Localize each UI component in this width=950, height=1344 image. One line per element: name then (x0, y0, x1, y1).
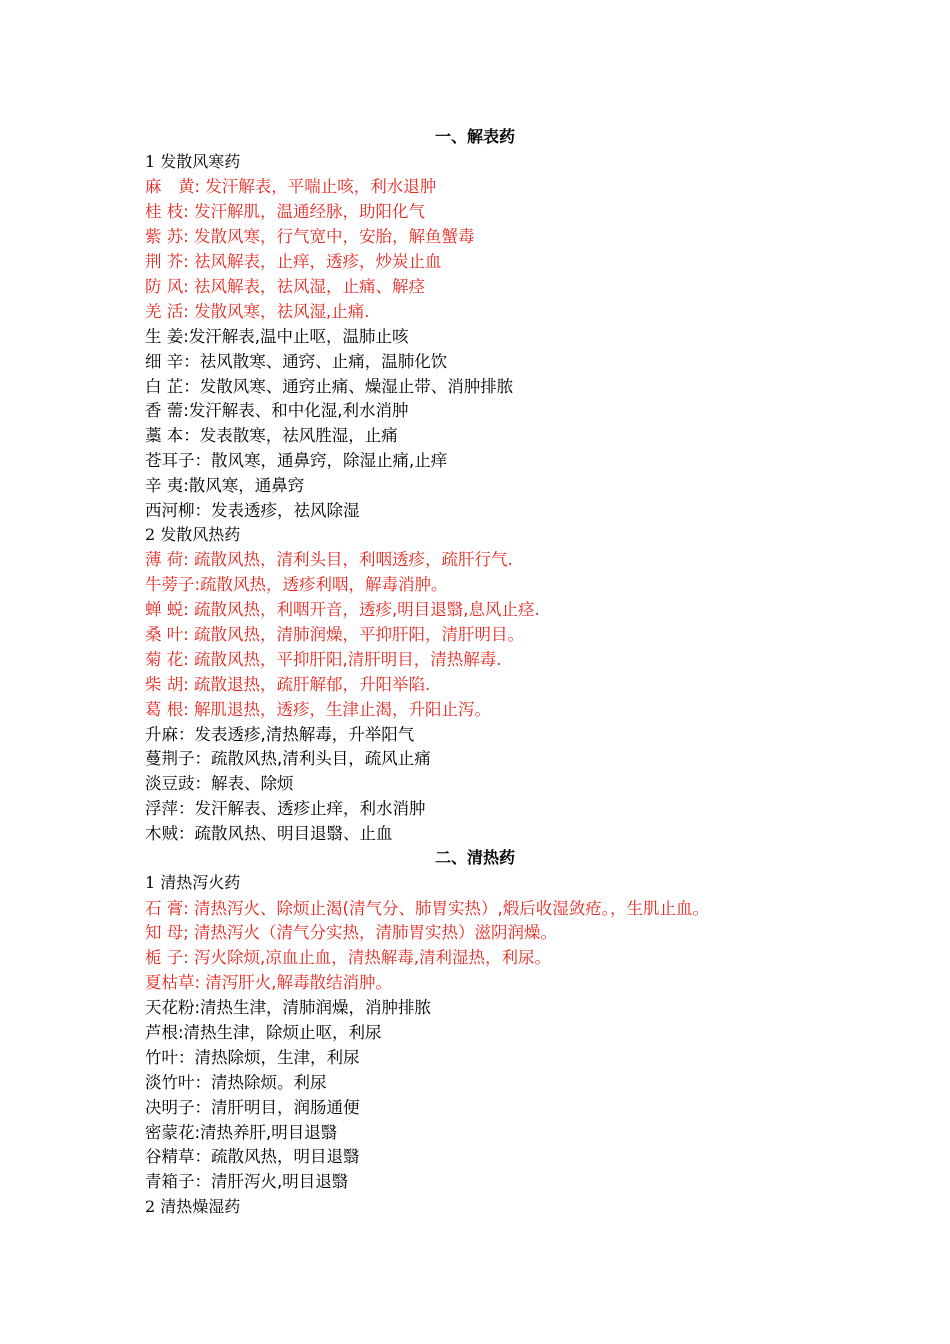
herb-entry: 薄 荷: 疏散风热，清利头目，利咽透疹，疏肝行气. (145, 550, 513, 569)
subsection-title: 2 发散风热药 (145, 525, 241, 544)
herb-entry: 淡竹叶：清热除烦。利尿 (145, 1073, 327, 1092)
herb-entry: 葛 根: 解肌退热，透疹，生津止渴，升阳止泻。 (145, 700, 492, 719)
herb-entry: 石 膏: 清热泻火、除烦止渴(清气分、肺胃实热）,煅后收湿敛疮。，生肌止血。 (145, 899, 709, 918)
herb-entry: 荆 芥: 祛风解表，止痒，透疹，炒炭止血 (145, 252, 442, 271)
herb-entry: 牛蒡子:疏散风热，透疹利咽，解毒消肿。 (145, 575, 448, 594)
herb-entry: 藁 本：发表散寒，祛风胜湿，止痛 (145, 426, 398, 445)
herb-entry: 防 风: 祛风解表，祛风湿，止痛、解痉 (145, 277, 426, 296)
subsection-title: 1 发散风寒药 (145, 152, 241, 171)
herb-entry: 竹叶：清热除烦，生津，利尿 (145, 1048, 360, 1067)
section-title: 一、解表药 (434, 127, 515, 146)
herb-entry: 桂 枝: 发汗解肌，温通经脉，助阳化气 (145, 202, 426, 221)
herb-entry: 苍耳子：散风寒，通鼻窍，除湿止痛,止痒 (145, 451, 448, 470)
herb-entry: 升麻：发表透疹,清热解毒，升举阳气 (145, 725, 415, 744)
herb-entry: 淡豆豉：解表、除烦 (145, 774, 294, 793)
herb-entry: 西河柳：发表透疹，祛风除湿 (145, 501, 360, 520)
herb-entry: 谷精草：疏散风热，明目退翳 (145, 1147, 360, 1166)
herb-entry: 栀 子: 泻火除烦,凉血止血，清热解毒,清利湿热，利尿。 (145, 948, 552, 967)
subsection-title: 1 清热泻火药 (145, 873, 241, 892)
herb-entry: 羌 活: 发散风寒，祛风湿,止痛. (145, 302, 370, 321)
herb-entry: 柴 胡: 疏散退热，疏肝解郁，升阳举陷. (145, 675, 431, 694)
herb-entry: 白 芷：发散风寒、通窍止痛、燥湿止带、消肿排脓 (145, 377, 514, 396)
herb-entry: 紫 苏: 发散风寒，行气宽中，安胎，解鱼蟹毒 (145, 227, 475, 246)
herb-entry: 生 姜:发汗解表,温中止呕，温肺止咳 (145, 327, 409, 346)
herb-entry: 决明子：清肝明目，润肠通便 (145, 1098, 360, 1117)
herb-entry: 密蒙花:清热养肝,明目退翳 (145, 1123, 338, 1142)
section-title: 二、清热药 (434, 848, 515, 867)
herb-entry: 辛 夷:散风寒，通鼻窍 (145, 476, 305, 495)
herb-entry: 天花粉:清热生津，清肺润燥，消肿排脓 (145, 998, 432, 1017)
herb-entry: 细 辛：祛风散寒、通窍、止痛，温肺化饮 (145, 352, 448, 371)
herb-entry: 芦根:清热生津，除烦止呕，利尿 (145, 1023, 382, 1042)
herb-entry: 菊 花: 疏散风热，平抑肝阳,清肝明目，清热解毒. (145, 650, 502, 669)
herb-entry: 香 薷:发汗解表、和中化湿,利水消肿 (145, 401, 409, 420)
subsection-title: 2 清热燥湿药 (145, 1197, 241, 1216)
herb-entry: 青箱子：清肝泻火,明目退翳 (145, 1172, 349, 1191)
herb-entry: 木贼：疏散风热、明目退翳、止血 (145, 824, 393, 843)
herb-entry: 夏枯草: 清泻肝火,解毒散结消肿。 (145, 973, 393, 992)
herb-entry: 蝉 蜕: 疏散风热，利咽开音，透疹,明目退翳,息风止痉. (145, 600, 540, 619)
herb-entry: 知 母; 清热泻火（清气分实热，清肺胃实热）滋阴润燥。 (145, 923, 558, 942)
herb-entry: 桑 叶: 疏散风热，清肺润燥，平抑肝阳，清肝明目。 (145, 625, 525, 644)
herb-entry: 蔓荆子：疏散风热,清利头目，疏风止痛 (145, 749, 431, 768)
herb-entry: 浮萍：发汗解表、透疹止痒，利水消肿 (145, 799, 426, 818)
herb-entry: 麻 黄: 发汗解表，平喘止咳，利水退肿 (145, 177, 437, 196)
